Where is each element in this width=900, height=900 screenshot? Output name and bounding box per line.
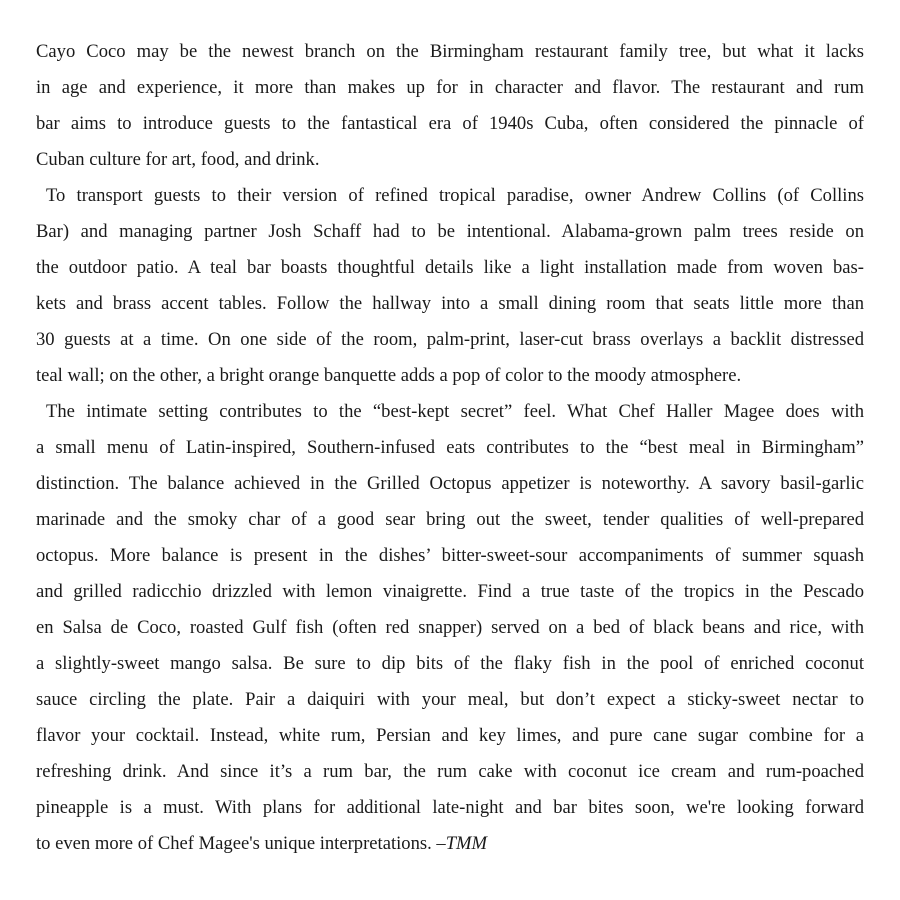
line-text: the outdoor patio. A teal bar boasts thoughtful details like a light installation made from woven bas- — [36, 257, 864, 278]
line-text: The intimate setting contributes to the “best-kept secret” feel. What Chef Haller Magee does with — [46, 401, 864, 422]
line-text: Cuban culture for art, food, and drink. — [36, 149, 320, 170]
paragraph-3-line — [36, 610, 864, 646]
line-text: en Salsa de Coco, roasted Gulf fish (often red snapper) served on a bed of black beans and rice, with — [36, 617, 864, 638]
paragraph-3-line — [36, 646, 864, 682]
paragraph-3-line — [36, 574, 864, 610]
line-text: Cayo Coco may be the newest branch on the Birmingham restaurant family tree, but what it lacks — [36, 41, 864, 62]
paragraph-3-line — [36, 538, 864, 574]
paragraph-2-line — [36, 286, 864, 322]
author-signature: –TMM — [436, 833, 488, 854]
paragraph-2-line — [36, 250, 864, 286]
line-text: refreshing drink. And since it’s a rum bar, the rum cake with coconut ice cream and rum-poached — [36, 761, 864, 782]
paragraph-3-line — [36, 430, 864, 466]
line-text: kets and brass accent tables. Follow the hallway into a small dining room that seats little more than — [36, 293, 864, 314]
paragraph-3-line — [36, 466, 864, 502]
paragraph-3-line — [36, 754, 864, 790]
line-text: pineapple is a must. With plans for additional late-night and bar bites soon, we're looking forward — [36, 797, 864, 818]
paragraph-3-line — [36, 682, 864, 718]
line-text: distinction. The balance achieved in the Grilled Octopus appetizer is noteworthy. A savory basil-garlic — [36, 473, 864, 494]
paragraph-3-line — [36, 826, 864, 862]
paragraph-2-line — [36, 322, 864, 358]
paragraph-3-line — [36, 790, 864, 826]
line-text: sauce circling the plate. Pair a daiquiri with your meal, but don’t expect a sticky-sweet nectar to — [36, 689, 864, 710]
paragraph-1-line — [36, 106, 864, 142]
paragraph-2-line — [36, 178, 864, 214]
line-text: in age and experience, it more than makes up for in character and flavor. The restaurant and rum — [36, 77, 864, 98]
line-text: teal wall; on the other, a bright orange banquette adds a pop of color to the moody atmosphere. — [36, 365, 742, 386]
line-text: flavor your cocktail. Instead, white rum, Persian and key limes, and pure cane sugar combine for a — [36, 725, 864, 746]
paragraph-3-line — [36, 394, 864, 430]
line-text: to even more of Chef Magee's unique interpretations. — [36, 833, 437, 854]
paragraph-1-line — [36, 34, 864, 70]
paragraph-3-line — [36, 502, 864, 538]
line-text: marinade and the smoky char of a good sear bring out the sweet, tender qualities of well-prepared — [36, 509, 864, 530]
line-text: Bar) and managing partner Josh Schaff had to be intentional. Alabama-grown palm trees reside on — [36, 221, 864, 242]
line-text: To transport guests to their version of refined tropical paradise, owner Andrew Collins (of Collins — [46, 185, 864, 206]
line-text: a small menu of Latin-inspired, Southern-infused eats contributes to the “best meal in Birmingham” — [36, 437, 864, 458]
paragraph-1-line — [36, 142, 864, 178]
paragraph-3-line — [36, 718, 864, 754]
paragraph-2-line — [36, 214, 864, 250]
line-text: bar aims to introduce guests to the fantastical era of 1940s Cuba, often considered the pinnacle of — [36, 113, 864, 134]
line-text: octopus. More balance is present in the dishes’ bitter-sweet-sour accompaniments of summer squash — [36, 545, 864, 566]
line-text: 30 guests at a time. On one side of the room, palm-print, laser-cut brass overlays a backlit distressed — [36, 329, 864, 350]
article-body — [36, 34, 864, 862]
paragraph-1-line — [36, 70, 864, 106]
line-text: and grilled radicchio drizzled with lemon vinaigrette. Find a true taste of the tropics in the Pescado — [36, 581, 864, 602]
line-text: a slightly-sweet mango salsa. Be sure to dip bits of the flaky fish in the pool of enriched coconut — [36, 653, 864, 674]
paragraph-2-line — [36, 358, 864, 394]
